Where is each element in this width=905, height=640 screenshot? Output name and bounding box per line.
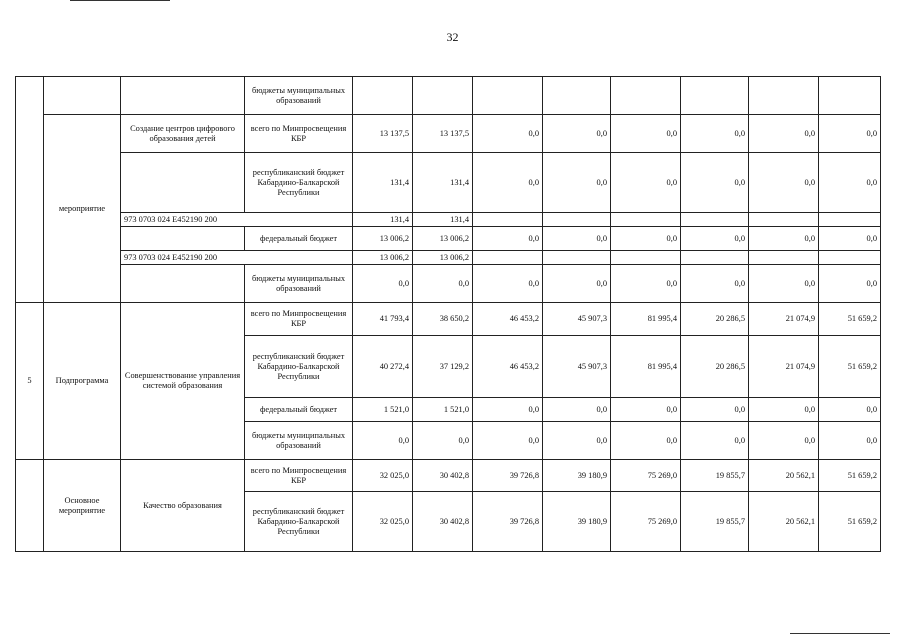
empty-cell — [353, 77, 413, 115]
page-number: 32 — [446, 30, 459, 44]
amount-cell: 0,0 — [819, 398, 881, 422]
amount-cell: 0,0 — [749, 422, 819, 460]
amount-cell: 0,0 — [819, 227, 881, 251]
amount-cell: 1 521,0 — [353, 398, 413, 422]
amount-cell: 1 521,0 — [413, 398, 473, 422]
amount-cell: 0,0 — [353, 265, 413, 303]
empty-cell — [611, 213, 681, 227]
amount-cell: 0,0 — [543, 398, 611, 422]
empty-cell — [543, 251, 611, 265]
amount-cell: 0,0 — [611, 265, 681, 303]
cell-name — [121, 153, 245, 213]
amount-cell: 0,0 — [681, 115, 749, 153]
amount-cell: 51 659,2 — [819, 303, 881, 336]
amount-cell: 0,0 — [473, 422, 543, 460]
amount-cell: 0,0 — [611, 398, 681, 422]
budget-table — [15, 76, 881, 552]
amount-cell: 20 286,5 — [681, 303, 749, 336]
amount-cell: 81 995,4 — [611, 303, 681, 336]
empty-cell — [611, 77, 681, 115]
amount-cell: 37 129,2 — [413, 336, 473, 398]
cell-source: республиканский бюджет Кабардино-Балкарской Республики — [245, 492, 353, 552]
amount-cell: 0,0 — [611, 115, 681, 153]
cell-source: республиканский бюджет Кабардино-Балкарской Республики — [245, 336, 353, 398]
cell-source: всего по Минпросвещения КБР — [245, 303, 353, 336]
amount-cell: 0,0 — [749, 153, 819, 213]
cell-type: мероприятие — [44, 115, 121, 303]
empty-cell — [749, 77, 819, 115]
cell-source: бюджеты муниципальных образований — [245, 77, 353, 115]
empty-cell — [681, 251, 749, 265]
amount-cell: 0,0 — [681, 153, 749, 213]
amount-cell: 39 726,8 — [473, 460, 543, 492]
amount-cell: 0,0 — [749, 398, 819, 422]
cell-source: всего по Минпросвещения КБР — [245, 460, 353, 492]
amount-cell: 0,0 — [413, 265, 473, 303]
empty-cell — [473, 77, 543, 115]
cell-source: всего по Минпросвещения КБР — [245, 115, 353, 153]
amount-cell: 0,0 — [819, 115, 881, 153]
cell-type: Подпрограмма — [44, 303, 121, 460]
amount-cell: 32 025,0 — [353, 460, 413, 492]
cell-type: Основное мероприятие — [44, 460, 121, 552]
amount-cell: 131,4 — [353, 213, 413, 227]
empty-cell — [473, 251, 543, 265]
amount-cell: 0,0 — [681, 422, 749, 460]
amount-cell: 13 137,5 — [353, 115, 413, 153]
amount-cell: 19 855,7 — [681, 460, 749, 492]
cell-type — [44, 77, 121, 115]
amount-cell: 0,0 — [473, 115, 543, 153]
amount-cell: 75 269,0 — [611, 492, 681, 552]
amount-cell: 0,0 — [543, 227, 611, 251]
cell-name — [121, 77, 245, 115]
empty-cell — [749, 213, 819, 227]
amount-cell: 75 269,0 — [611, 460, 681, 492]
amount-cell: 20 562,1 — [749, 492, 819, 552]
amount-cell: 0,0 — [681, 227, 749, 251]
empty-cell — [413, 77, 473, 115]
amount-cell: 51 659,2 — [819, 336, 881, 398]
table-row — [16, 227, 881, 251]
amount-cell: 0,0 — [473, 265, 543, 303]
table-row — [16, 303, 881, 336]
amount-cell: 0,0 — [543, 153, 611, 213]
amount-cell: 46 453,2 — [473, 336, 543, 398]
table-row — [16, 265, 881, 303]
amount-cell: 45 907,3 — [543, 303, 611, 336]
amount-cell: 45 907,3 — [543, 336, 611, 398]
table-row — [16, 77, 881, 115]
amount-cell: 13 137,5 — [413, 115, 473, 153]
empty-cell — [819, 251, 881, 265]
amount-cell: 39 180,9 — [543, 460, 611, 492]
table-row — [16, 115, 881, 153]
amount-cell: 0,0 — [473, 227, 543, 251]
cell-name: Совершенствование управления системой образования — [121, 303, 245, 460]
cell-num: 5 — [16, 303, 44, 460]
table-row — [16, 153, 881, 213]
cell-name — [121, 265, 245, 303]
budget-code: 973 0703 024 E452190 200 — [121, 251, 353, 265]
cell-name — [121, 227, 245, 251]
amount-cell: 0,0 — [413, 422, 473, 460]
amount-cell: 0,0 — [611, 227, 681, 251]
amount-cell: 0,0 — [473, 398, 543, 422]
budget-code: 973 0703 024 E452190 200 — [121, 213, 353, 227]
footer-rule — [790, 633, 890, 634]
amount-cell: 30 402,8 — [413, 460, 473, 492]
empty-cell — [681, 213, 749, 227]
table-row — [16, 460, 881, 492]
amount-cell: 41 793,4 — [353, 303, 413, 336]
amount-cell: 81 995,4 — [611, 336, 681, 398]
cell-source: федеральный бюджет — [245, 227, 353, 251]
amount-cell: 131,4 — [413, 153, 473, 213]
amount-cell: 21 074,9 — [749, 336, 819, 398]
amount-cell: 0,0 — [819, 422, 881, 460]
cell-name: Создание центров цифрового образования детей — [121, 115, 245, 153]
amount-cell: 0,0 — [353, 422, 413, 460]
amount-cell: 30 402,8 — [413, 492, 473, 552]
cell-source: бюджеты муниципальных образований — [245, 265, 353, 303]
amount-cell: 13 006,2 — [353, 251, 413, 265]
header-rule — [70, 0, 170, 1]
amount-cell: 0,0 — [611, 422, 681, 460]
amount-cell: 0,0 — [819, 265, 881, 303]
amount-cell: 131,4 — [413, 213, 473, 227]
empty-cell — [543, 213, 611, 227]
amount-cell: 0,0 — [681, 265, 749, 303]
amount-cell: 0,0 — [543, 265, 611, 303]
amount-cell: 0,0 — [543, 422, 611, 460]
table-row — [16, 251, 881, 265]
empty-cell — [473, 213, 543, 227]
amount-cell: 0,0 — [749, 227, 819, 251]
amount-cell: 13 006,2 — [413, 251, 473, 265]
empty-cell — [819, 213, 881, 227]
amount-cell: 13 006,2 — [413, 227, 473, 251]
empty-cell — [681, 77, 749, 115]
amount-cell: 0,0 — [681, 398, 749, 422]
cell-source: бюджеты муниципальных образований — [245, 422, 353, 460]
amount-cell: 0,0 — [819, 153, 881, 213]
amount-cell: 0,0 — [749, 115, 819, 153]
amount-cell: 39 726,8 — [473, 492, 543, 552]
amount-cell: 19 855,7 — [681, 492, 749, 552]
empty-cell — [749, 251, 819, 265]
amount-cell: 0,0 — [611, 153, 681, 213]
table-row — [16, 213, 881, 227]
cell-source: республиканский бюджет Кабардино-Балкарской Республики — [245, 153, 353, 213]
empty-cell — [543, 77, 611, 115]
amount-cell: 13 006,2 — [353, 227, 413, 251]
amount-cell: 0,0 — [473, 153, 543, 213]
cell-source: федеральный бюджет — [245, 398, 353, 422]
amount-cell: 131,4 — [353, 153, 413, 213]
amount-cell: 0,0 — [543, 115, 611, 153]
amount-cell: 46 453,2 — [473, 303, 543, 336]
amount-cell: 20 286,5 — [681, 336, 749, 398]
cell-num — [16, 77, 44, 303]
cell-name: Качество образования — [121, 460, 245, 552]
amount-cell: 51 659,2 — [819, 460, 881, 492]
amount-cell: 0,0 — [749, 265, 819, 303]
amount-cell: 40 272,4 — [353, 336, 413, 398]
cell-num — [16, 460, 44, 552]
amount-cell: 32 025,0 — [353, 492, 413, 552]
amount-cell: 39 180,9 — [543, 492, 611, 552]
empty-cell — [819, 77, 881, 115]
amount-cell: 38 650,2 — [413, 303, 473, 336]
amount-cell: 21 074,9 — [749, 303, 819, 336]
empty-cell — [611, 251, 681, 265]
amount-cell: 20 562,1 — [749, 460, 819, 492]
amount-cell: 51 659,2 — [819, 492, 881, 552]
